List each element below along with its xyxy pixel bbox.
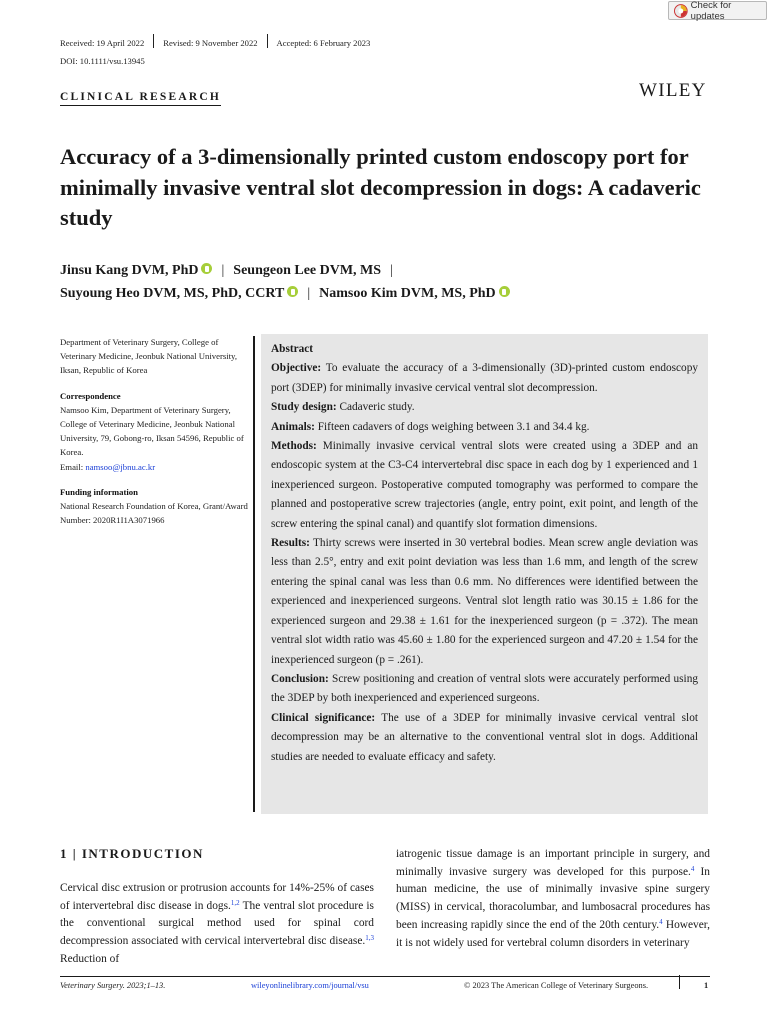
introduction-heading: 1 | INTRODUCTION xyxy=(60,846,204,861)
results-text: Thirty screws were inserted in 30 vertebral bodies. Mean screw angle deviation was less than 2.5°, entry and exit point deviation was less than 1.6 mm, and length of the screw entering the spinal canal was less than 0.6 mm. No differences were identified between the experienced and inexperienced surgeons. Ventral slot length ratio was 30.15 ± 1.86 for the experienced surgeon and 29.38 ± 1.61 for the inexperienced surgeon (p = .372). The mean ventral slot width ratio was 45.60 ± 1.80 for the experienced surgeon and 47.20 ± 1.54 for the inexperienced surgeon (p = .261). xyxy=(271,537,698,666)
divider xyxy=(267,34,268,48)
copyright: © 2023 The American College of Veterinary Surgeons. xyxy=(464,981,649,990)
body-text: In human medicine, the use of minimally invasive spine surgery (MISS) in cervical, thoracolumbar, and lumbosacral procedures has been increasing rapidly since the end of the 20th century. xyxy=(396,865,710,931)
revised-date: Revised: 9 November 2022 xyxy=(163,38,258,48)
publisher-logo: WILEY xyxy=(639,80,707,101)
citation-link[interactable]: 1,3 xyxy=(365,934,374,943)
author-name[interactable]: Suyoung Heo DVM, MS, PhD, CCRT xyxy=(60,286,285,301)
animals-label: Animals: xyxy=(271,420,315,433)
body-text: Reduction of xyxy=(60,952,120,965)
author-separator: | xyxy=(221,263,225,278)
affiliation-department: Department of Veterinary Surgery, College of Veterinary Medicine, Jeonbuk National University, Iksan, Republic of Korea xyxy=(60,337,237,376)
body-text: iatrogenic tissue damage is an important principle in surgery, and minimally invasive surgery was developed for this purpose. xyxy=(396,848,710,878)
citation-link[interactable]: 1,2 xyxy=(230,898,240,907)
article-history xyxy=(60,38,379,48)
citation-link[interactable]: 4 xyxy=(690,864,695,873)
design-label: Study design: xyxy=(271,401,337,414)
body-text: Cervical disc extrusion or protrusion accounts for 14%-25% of cases of intervertebral disc disease in dogs. xyxy=(60,882,374,912)
significance-label: Clinical significance: xyxy=(271,711,376,724)
animals-text: Fifteen cadavers of dogs weighing between 3.1 and 34.4 kg. xyxy=(317,420,590,433)
orcid-icon[interactable] xyxy=(201,263,212,274)
received-date: Received: 19 April 2022 xyxy=(60,38,145,48)
design-text: Cadaveric study. xyxy=(339,401,415,414)
funding-heading: Funding information xyxy=(60,486,138,497)
page-number: 1 xyxy=(704,981,709,990)
abstract-heading: Abstract xyxy=(271,343,314,355)
email-link[interactable]: namsoo@jbnu.ac.kr xyxy=(85,461,156,472)
affiliation-sidebar xyxy=(60,335,250,527)
conclusion-text: Screw positioning and creation of ventral slots were accurately performed using the 3DEP by both inexperienced and experienced surgeons. xyxy=(271,672,698,705)
article-title: Accuracy of a 3-dimensionally printed custom endoscopy port for minimally invasive ventral slot decompression in dogs: A cadaveric study xyxy=(60,144,701,230)
objective-text: To evaluate the accuracy of a 3-dimensionally (3D)-printed custom endoscopy port (3DEP) for minimally invasive cervical ventral slot decompression. xyxy=(271,362,698,394)
abstract-box xyxy=(261,334,708,814)
doi[interactable]: DOI: 10.1111/vsu.13945 xyxy=(60,56,145,66)
article-section-label: CLINICAL RESEARCH xyxy=(60,91,222,103)
body-column-right xyxy=(396,846,710,952)
author-name[interactable]: Namsoo Kim DVM, MS, PhD xyxy=(319,286,496,301)
funding-text: National Research Foundation of Korea, Grant/Award Number: 2020R1I1A3071966 xyxy=(60,501,248,526)
abstract-rule xyxy=(253,336,255,812)
orcid-icon[interactable] xyxy=(287,286,298,297)
check-updates-icon xyxy=(674,4,688,18)
citation-link[interactable]: 4 xyxy=(659,917,663,926)
author-name[interactable]: Seungeon Lee DVM, MS xyxy=(233,263,382,278)
footer-divider xyxy=(679,975,680,989)
significance-text: The use of a 3DEP for minimally invasive cervical ventral slot decompression may be an alternative to the conventional ventral slot in dogs. Additional studies are needed to evaluate efficacy and safety. xyxy=(271,711,698,763)
correspondence-address: Namsoo Kim, Department of Veterinary Surgery, College of Veterinary Medicine, Jeonbuk National University, 79, Gobong-ro, Iksan 54596, Republic of Korea. xyxy=(60,404,244,458)
correspondence-heading: Correspondence xyxy=(60,390,121,401)
check-for-updates-button[interactable] xyxy=(668,1,767,20)
email-label: Email: xyxy=(60,461,86,472)
conclusion-label: Conclusion: xyxy=(271,672,329,685)
author-list xyxy=(60,259,720,305)
journal-url-link[interactable]: wileyonlinelibrary.com/journal/vsu xyxy=(251,981,369,990)
journal-citation: Veterinary Surgery. 2023;1–13. xyxy=(60,981,166,990)
check-for-updates-label: Check for updates xyxy=(690,0,732,22)
objective-label: Objective: xyxy=(271,362,322,375)
results-label: Results: xyxy=(271,537,310,550)
body-column-left xyxy=(60,880,374,969)
methods-label: Methods: xyxy=(271,440,317,453)
divider xyxy=(153,34,154,48)
accepted-date: Accepted: 6 February 2023 xyxy=(276,38,371,48)
orcid-icon[interactable] xyxy=(499,286,510,297)
body-text: However, it is not widely used for vertebral column disorders in veterinary xyxy=(396,918,710,949)
section-rule xyxy=(60,105,221,106)
methods-text: Minimally invasive cervical ventral slots were created using a 3DEP and an endoscopic system at the C3-C4 intervertebral disc space in each dog by 1 experienced and 1 inexperienced surgeon. Postoperative computed tomography was performed to compare the planned and postoperative screw trajectories (angle, entry point, exit point, and length of the screw entering the spinal canal) and quantify slot formation dimensions. xyxy=(271,440,698,530)
author-name[interactable]: Jinsu Kang DVM, PhD xyxy=(60,263,199,278)
footer-rule xyxy=(60,976,710,977)
author-separator: | xyxy=(307,286,311,301)
author-separator: | xyxy=(390,263,393,278)
body-text: The ventral slot procedure is the conventional surgical method used for spinal cord decompression associated with cervical intervertebral disc disease. xyxy=(60,899,374,948)
